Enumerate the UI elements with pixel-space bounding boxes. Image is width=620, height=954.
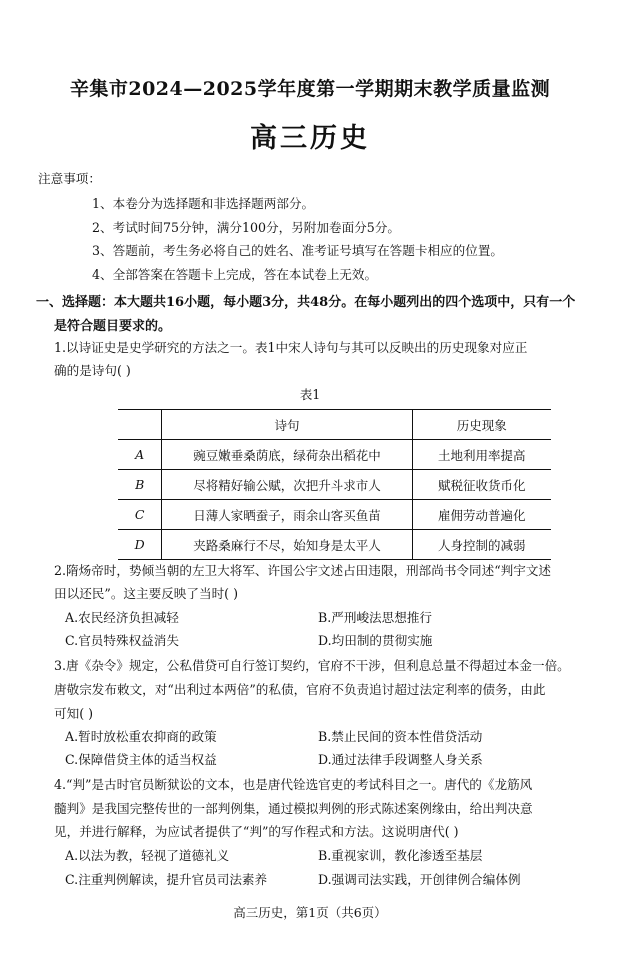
- option: B.禁止民间的资本性借贷活动: [318, 729, 483, 744]
- exam-title: 辛集市2024—2025学年度第一学期期末教学质量监测: [69, 78, 551, 100]
- table-cell: B: [118, 470, 162, 500]
- table-cell: 夹路桑麻行不尽，始知身是太平人: [162, 530, 412, 560]
- table-cell: D: [118, 530, 162, 560]
- table-cell: 尽将精好输公赋，次把升斗求市人: [162, 470, 412, 500]
- table-cell: 人身控制的减弱: [412, 530, 551, 560]
- table-row: [118, 470, 551, 500]
- question-4-text-cont: 见，并进行解释，为应试者提供了“判”的写作程式和方法。这说明唐代( ): [54, 824, 459, 839]
- option: C.保障借贷主体的适当权益: [65, 752, 217, 767]
- option: B.重视家训，教化渗透至基层: [318, 848, 483, 863]
- table-cell: C: [118, 500, 162, 530]
- notice-item: 4、全部答案在答题卡上完成，答在本试卷上无效。: [92, 267, 378, 282]
- table-header-row: [118, 410, 551, 440]
- history-table: [118, 409, 551, 560]
- page-footer: 高三历史，第1页（共6页）: [233, 905, 387, 920]
- option: D.通过法律手段调整人身关系: [318, 752, 483, 767]
- subject-title: 高三历史: [250, 123, 370, 154]
- table-cell: 豌豆嫩垂桑荫底，绿荷杂出稻花中: [162, 440, 412, 470]
- option: D.强调司法实践，开创律例合编体例: [318, 872, 521, 887]
- notice-item: 3、答题前，考生务必将自己的姓名、准考证号填写在答题卡相应的位置。: [92, 243, 504, 258]
- question-1-text-cont: 确的是诗句( ): [54, 363, 131, 378]
- table-header-cell: 诗句: [162, 410, 412, 440]
- table-row: [118, 500, 551, 530]
- table-cell: 赋税征收货币化: [412, 470, 551, 500]
- table-cell: 雇佣劳动普遍化: [412, 500, 551, 530]
- option: A.农民经济负担减轻: [65, 610, 179, 625]
- question-3-text: 3.唐《杂令》规定，公私借贷可自行签订契约，官府不干涉，但利息总量不得超过本金一倍。: [54, 658, 570, 673]
- table-header-cell: 历史现象: [412, 410, 551, 440]
- question-1-text: 1.以诗证史是史学研究的方法之一。表1中宋人诗句与其可以反映出的历史现象对应正: [54, 340, 528, 355]
- question-4-text: 4.“判”是古时官员断狱讼的文本，也是唐代铨选官吏的考试科目之一。唐代的《龙筋风: [54, 777, 533, 792]
- question-2-text-cont: 田以还民”。这主要反映了当时( ): [54, 586, 238, 601]
- option: C.官员特殊权益消失: [65, 633, 179, 648]
- table-cell: 土地利用率提高: [412, 440, 551, 470]
- question-2-text: 2.隋炀帝时，势倾当朝的左卫大将军、许国公宇文述占田违限，刑部尚书令同述“判宇文述: [54, 563, 552, 578]
- notice-item: 2、考试时间75分钟，满分100分，另附加卷面分5分。: [92, 220, 400, 235]
- table-header-cell: [118, 410, 162, 440]
- option: A.暂时放松重农抑商的政策: [65, 729, 217, 744]
- notice-item: 1、本卷分为选择题和非选择题两部分。: [92, 196, 315, 211]
- section-heading: 一、选择题：本大题共16小题，每小题3分，共48分。在每小题列出的四个选项中，只有一个: [36, 295, 576, 310]
- table-cell: 日薄人家晒蚕子，雨余山客买鱼苗: [162, 500, 412, 530]
- table-cell: A: [118, 440, 162, 470]
- option: B.严刑峻法思想推行: [318, 610, 433, 625]
- option: D.均田制的贯彻实施: [318, 633, 433, 648]
- question-4-text-cont: 髓判》是我国完整传世的一部判例集，通过模拟判例的形式陈述案例缘由，给出判决意: [54, 801, 533, 816]
- question-3-text-cont: 可知( ): [54, 706, 94, 721]
- option: C.注重判例解读，提升官员司法素养: [65, 872, 268, 887]
- table-row: [118, 530, 551, 560]
- notice-label: 注意事项：: [38, 171, 101, 186]
- question-3-text-cont: 唐敬宗发布敕文，对“出利过本两倍”的私债，官府不负责追讨超过法定利率的债务，由此: [54, 682, 546, 697]
- option: A.以法为教，轻视了道德礼义: [65, 848, 230, 863]
- section-heading-cont: 是符合题目要求的。: [54, 319, 172, 334]
- table-row: [118, 440, 551, 470]
- table-caption: 表1: [299, 387, 321, 402]
